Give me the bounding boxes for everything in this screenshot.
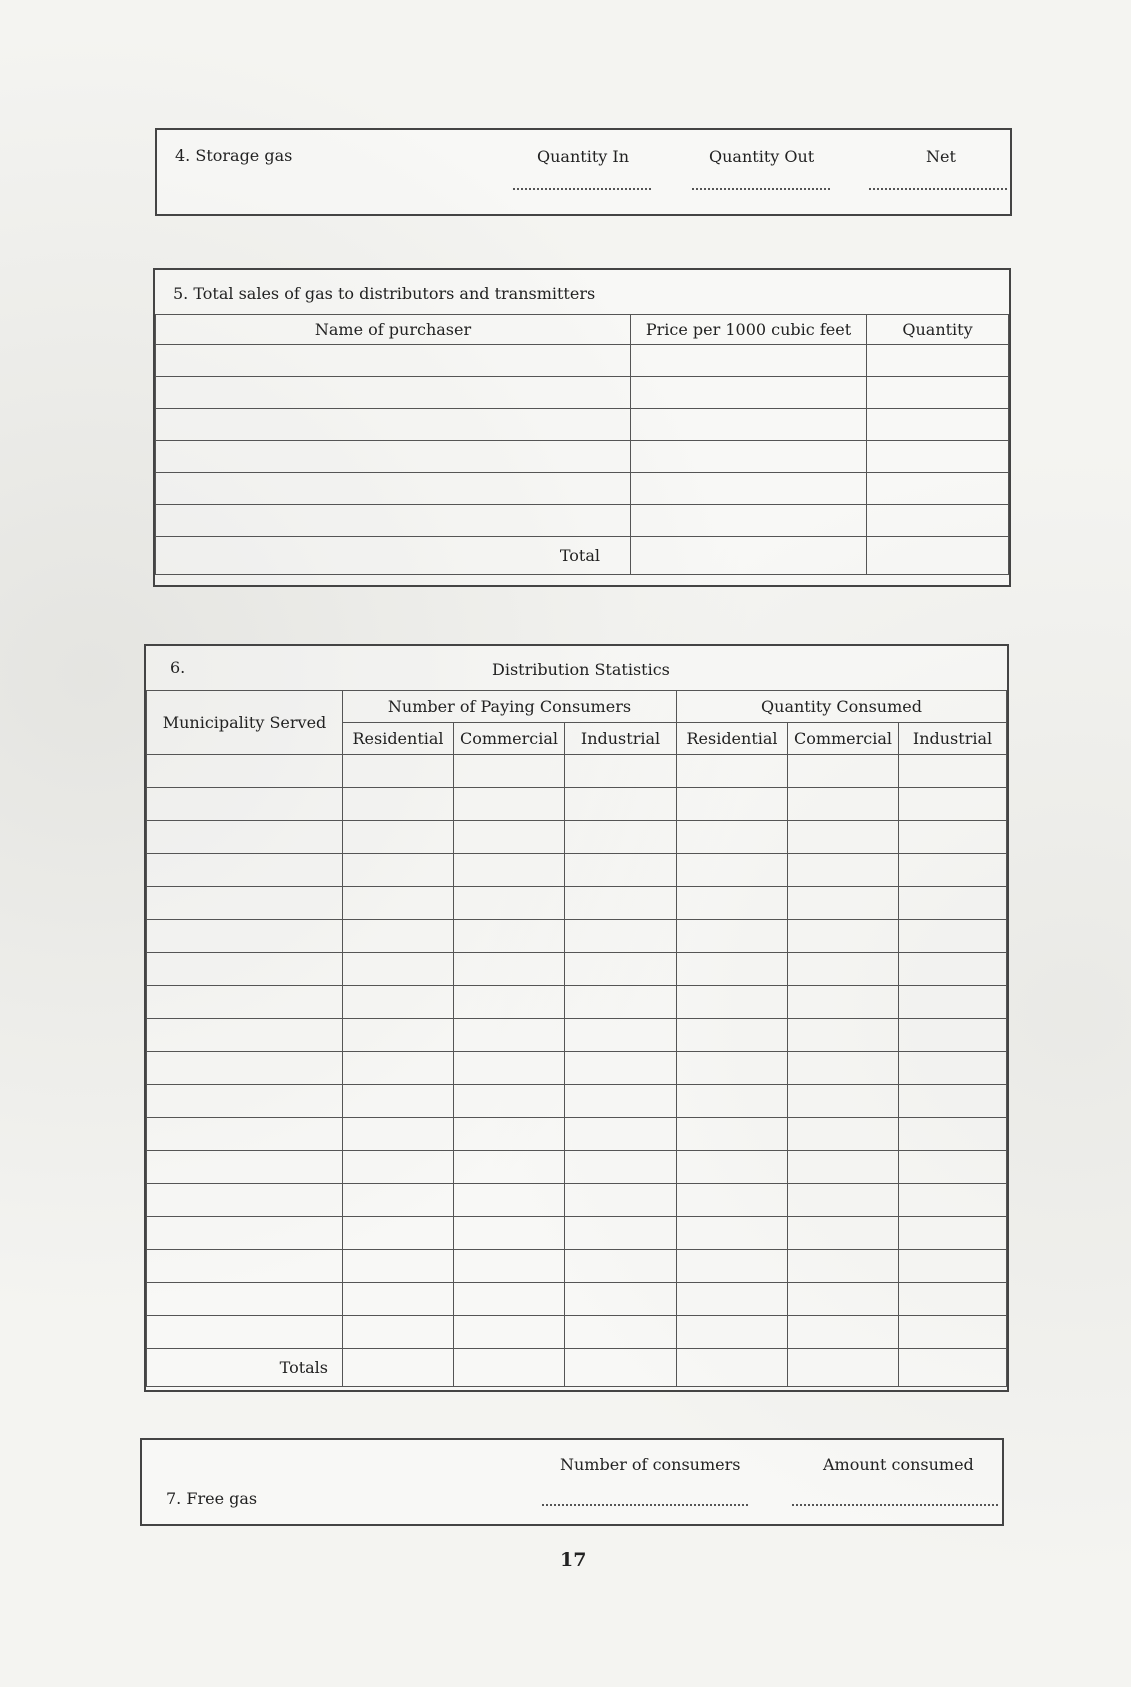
distribution-title: Distribution Statistics	[492, 660, 670, 679]
number-of-consumers-field[interactable]	[542, 1504, 748, 1506]
table-row[interactable]	[156, 441, 1009, 473]
distribution-box	[144, 644, 1009, 1392]
table-row[interactable]	[156, 377, 1009, 409]
table-row[interactable]	[147, 1250, 1007, 1283]
table-row[interactable]	[147, 1085, 1007, 1118]
table-row[interactable]	[147, 953, 1007, 986]
sales-label: 5. Total sales of gas to distributors and transmitters	[173, 284, 596, 303]
table-row[interactable]	[147, 788, 1007, 821]
sales-table	[155, 314, 1009, 575]
total-label: Total	[156, 537, 631, 575]
table-row[interactable]	[147, 1316, 1007, 1349]
storage-gas-label: 4. Storage gas	[175, 146, 293, 165]
table-row[interactable]	[147, 1151, 1007, 1184]
totals-label: Totals	[147, 1349, 343, 1387]
table-row[interactable]	[156, 505, 1009, 537]
free-gas-label: 7. Free gas	[166, 1489, 258, 1508]
table-row[interactable]	[147, 854, 1007, 887]
price-header: Price per 1000 cubic feet	[631, 315, 867, 345]
table-row[interactable]	[147, 1118, 1007, 1151]
quantity-out-field[interactable]	[692, 188, 830, 190]
amount-consumed-header: Amount consumed	[823, 1455, 974, 1474]
municipality-header: Municipality Served	[147, 691, 343, 755]
table-row[interactable]	[147, 1283, 1007, 1316]
page-number: 17	[560, 1549, 587, 1571]
table-row[interactable]	[147, 821, 1007, 854]
table-row[interactable]	[147, 986, 1007, 1019]
section6-number: 6.	[170, 658, 186, 677]
sales-box	[153, 268, 1011, 587]
table-row[interactable]	[147, 887, 1007, 920]
table-row[interactable]	[147, 920, 1007, 953]
quantity-header: Quantity	[867, 315, 1009, 345]
table-row[interactable]	[147, 1052, 1007, 1085]
distribution-table	[146, 690, 1007, 1387]
amount-consumed-field[interactable]	[792, 1504, 998, 1506]
net-header: Net	[926, 147, 956, 166]
quantity-in-header: Quantity In	[537, 147, 629, 166]
commercial-count-header: Commercial	[454, 723, 565, 755]
commercial-quantity-header: Commercial	[788, 723, 899, 755]
storage-gas-box	[155, 128, 1012, 216]
residential-count-header: Residential	[343, 723, 454, 755]
purchaser-header: Name of purchaser	[156, 315, 631, 345]
net-field[interactable]	[869, 188, 1007, 190]
table-row[interactable]	[156, 409, 1009, 441]
number-of-consumers-header: Number of consumers	[560, 1455, 741, 1474]
industrial-count-header: Industrial	[565, 723, 677, 755]
total-row	[156, 537, 1009, 575]
quantity-consumed-header: Quantity Consumed	[677, 691, 1007, 723]
table-row[interactable]	[147, 755, 1007, 788]
free-gas-box	[140, 1438, 1004, 1526]
table-row[interactable]	[156, 345, 1009, 377]
totals-row	[147, 1349, 1007, 1387]
quantity-out-header: Quantity Out	[709, 147, 815, 166]
table-row[interactable]	[147, 1019, 1007, 1052]
table-row[interactable]	[156, 473, 1009, 505]
table-row[interactable]	[147, 1217, 1007, 1250]
industrial-quantity-header: Industrial	[899, 723, 1007, 755]
paying-consumers-header: Number of Paying Consumers	[343, 691, 677, 723]
table-row[interactable]	[147, 1184, 1007, 1217]
quantity-in-field[interactable]	[513, 188, 651, 190]
residential-quantity-header: Residential	[677, 723, 788, 755]
